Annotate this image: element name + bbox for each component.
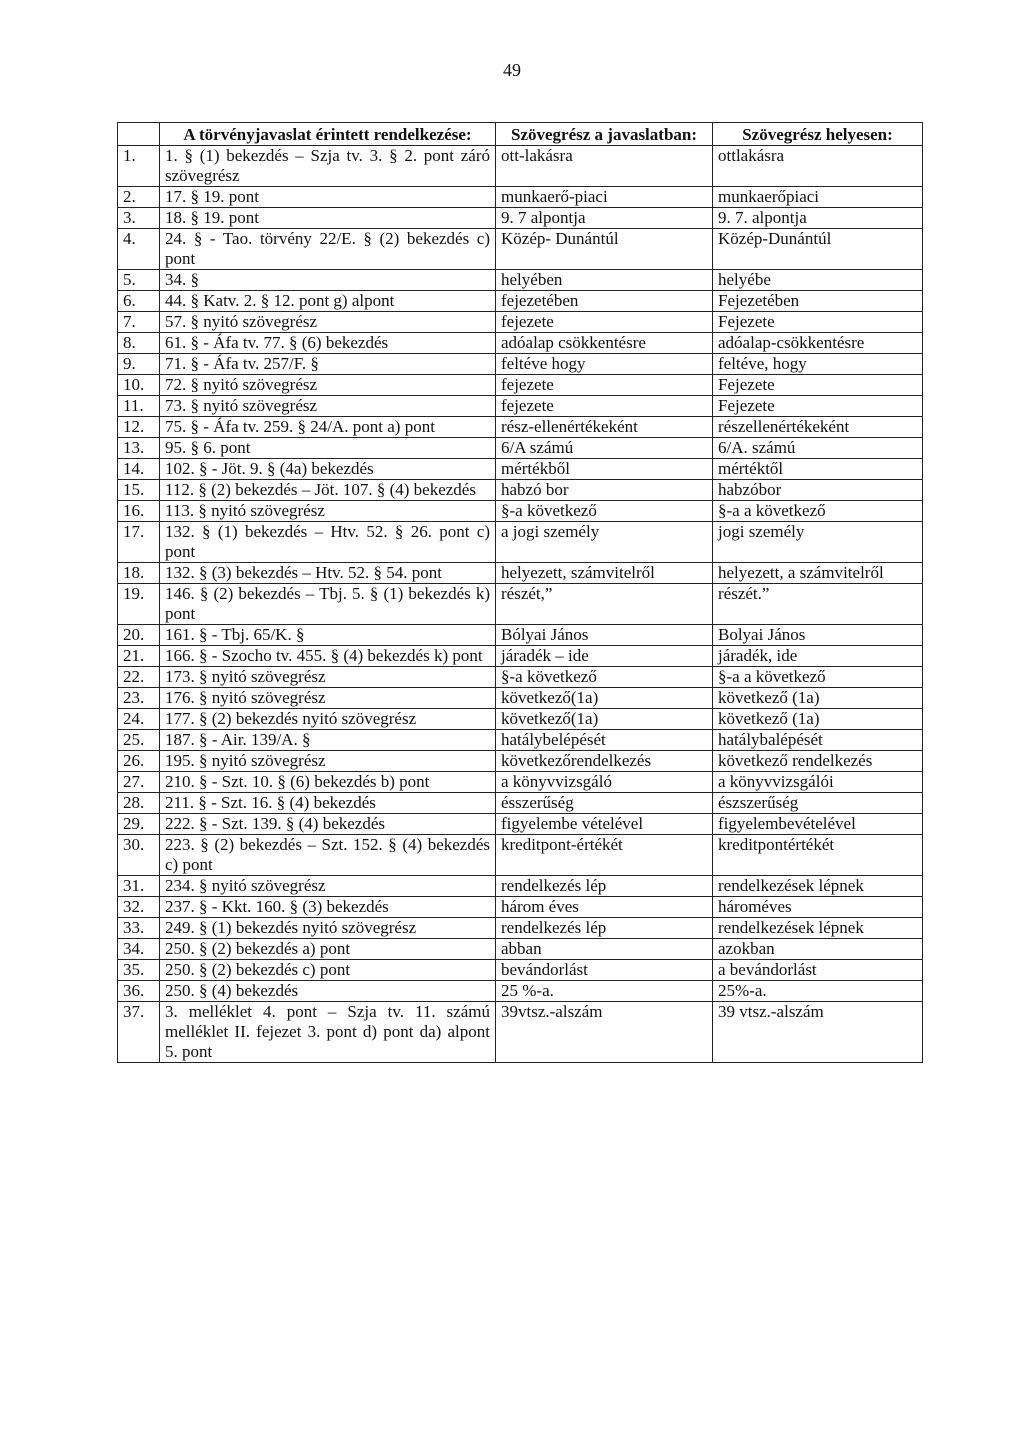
row-provision: 237. § - Kkt. 160. § (3) bekezdés [160, 897, 496, 918]
table-row [118, 146, 923, 187]
row-text-in-bill: fejezete [496, 375, 713, 396]
row-corrected-text: habzóbor [713, 480, 923, 501]
row-corrected-text: részét.” [713, 584, 923, 625]
row-corrected-text: §-a a következő [713, 501, 923, 522]
row-number: 15. [118, 480, 160, 501]
row-text-in-bill: a könyvvizsgáló [496, 772, 713, 793]
row-number: 31. [118, 876, 160, 897]
table-row [118, 897, 923, 918]
row-number: 25. [118, 730, 160, 751]
row-provision: 95. § 6. pont [160, 438, 496, 459]
row-corrected-text: figyelembevételével [713, 814, 923, 835]
row-corrected-text: hároméves [713, 897, 923, 918]
row-provision: 3. melléklet 4. pont – Szja tv. 11. számú melléklet II. fejezet 3. pont d) pont da) alpont 5. pont [160, 1002, 496, 1063]
row-text-in-bill: Bólyai János [496, 625, 713, 646]
table-row [118, 646, 923, 667]
row-text-in-bill: 9. 7 alpontja [496, 208, 713, 229]
row-corrected-text: 39 vtsz.-alszám [713, 1002, 923, 1063]
table-row [118, 501, 923, 522]
row-number: 37. [118, 1002, 160, 1063]
table-row [118, 438, 923, 459]
row-number: 5. [118, 270, 160, 291]
row-number: 20. [118, 625, 160, 646]
header-row [118, 123, 923, 146]
row-provision: 146. § (2) bekezdés – Tbj. 5. § (1) bekezdés k) pont [160, 584, 496, 625]
row-corrected-text: Közép-Dunántúl [713, 229, 923, 270]
row-provision: 161. § - Tbj. 65/K. § [160, 625, 496, 646]
row-provision: 75. § - Áfa tv. 259. § 24/A. pont a) pont [160, 417, 496, 438]
table-row [118, 751, 923, 772]
header-number [118, 123, 160, 146]
row-number: 30. [118, 835, 160, 876]
row-corrected-text: helyezett, a számvitelről [713, 563, 923, 584]
table-row [118, 187, 923, 208]
row-text-in-bill: helyezett, számvitelről [496, 563, 713, 584]
row-text-in-bill: §-a következő [496, 667, 713, 688]
table-row [118, 772, 923, 793]
table-row [118, 814, 923, 835]
row-text-in-bill: 39vtsz.-alszám [496, 1002, 713, 1063]
row-corrected-text: azokban [713, 939, 923, 960]
table-row [118, 417, 923, 438]
row-number: 26. [118, 751, 160, 772]
row-text-in-bill: ésszerűség [496, 793, 713, 814]
row-text-in-bill: figyelembe vételével [496, 814, 713, 835]
table-row [118, 229, 923, 270]
row-corrected-text: ottlakásra [713, 146, 923, 187]
row-number: 27. [118, 772, 160, 793]
row-number: 12. [118, 417, 160, 438]
row-corrected-text: jogi személy [713, 522, 923, 563]
row-number: 29. [118, 814, 160, 835]
row-number: 21. [118, 646, 160, 667]
row-corrected-text: rendelkezések lépnek [713, 876, 923, 897]
table-row [118, 354, 923, 375]
table-row [118, 1002, 923, 1063]
row-corrected-text: munkaerőpiaci [713, 187, 923, 208]
row-corrected-text: Fejezete [713, 312, 923, 333]
table-row [118, 312, 923, 333]
row-provision: 211. § - Szt. 16. § (4) bekezdés [160, 793, 496, 814]
row-text-in-bill: munkaerő-piaci [496, 187, 713, 208]
header-corrected-text: Szövegrész helyesen: [713, 123, 923, 146]
row-text-in-bill: következő(1a) [496, 709, 713, 730]
page-number: 49 [503, 60, 521, 80]
row-provision: 24. § - Tao. törvény 22/E. § (2) bekezdés c) pont [160, 229, 496, 270]
table-row [118, 688, 923, 709]
row-number: 24. [118, 709, 160, 730]
row-provision: 113. § nyitó szövegrész [160, 501, 496, 522]
row-text-in-bill: abban [496, 939, 713, 960]
row-corrected-text: Fejezete [713, 396, 923, 417]
row-provision: 250. § (2) bekezdés c) pont [160, 960, 496, 981]
row-text-in-bill: kreditpont-értékét [496, 835, 713, 876]
row-text-in-bill: adóalap csökkentésre [496, 333, 713, 354]
header-provision: A törvényjavaslat érintett rendelkezése: [160, 123, 496, 146]
row-number: 2. [118, 187, 160, 208]
row-corrected-text: hatálybalépését [713, 730, 923, 751]
row-provision: 17. § 19. pont [160, 187, 496, 208]
row-text-in-bill: következőrendelkezés [496, 751, 713, 772]
row-corrected-text: rendelkezések lépnek [713, 918, 923, 939]
row-corrected-text: feltéve, hogy [713, 354, 923, 375]
row-corrected-text: következő (1a) [713, 688, 923, 709]
row-number: 32. [118, 897, 160, 918]
table-row [118, 375, 923, 396]
row-corrected-text: 25%-a. [713, 981, 923, 1002]
row-provision: 176. § nyitó szövegrész [160, 688, 496, 709]
row-text-in-bill: hatálybelépését [496, 730, 713, 751]
row-corrected-text: a bevándorlást [713, 960, 923, 981]
row-corrected-text: Fejezete [713, 375, 923, 396]
row-text-in-bill: következő(1a) [496, 688, 713, 709]
row-text-in-bill: bevándorlást [496, 960, 713, 981]
row-text-in-bill: rendelkezés lép [496, 876, 713, 897]
row-number: 23. [118, 688, 160, 709]
table-row [118, 480, 923, 501]
row-text-in-bill: 6/A számú [496, 438, 713, 459]
row-corrected-text: következő rendelkezés [713, 751, 923, 772]
table-row [118, 981, 923, 1002]
row-number: 6. [118, 291, 160, 312]
row-number: 7. [118, 312, 160, 333]
table-row [118, 291, 923, 312]
table-row [118, 835, 923, 876]
table-row [118, 730, 923, 751]
row-provision: 71. § - Áfa tv. 257/F. § [160, 354, 496, 375]
table-row [118, 270, 923, 291]
row-provision: 61. § - Áfa tv. 77. § (6) bekezdés [160, 333, 496, 354]
row-provision: 173. § nyitó szövegrész [160, 667, 496, 688]
row-provision: 102. § - Jöt. 9. § (4a) bekezdés [160, 459, 496, 480]
row-number: 28. [118, 793, 160, 814]
table-row [118, 876, 923, 897]
row-corrected-text: adóalap-csökkentésre [713, 333, 923, 354]
row-provision: 210. § - Szt. 10. § (6) bekezdés b) pont [160, 772, 496, 793]
row-corrected-text: kreditpontértékét [713, 835, 923, 876]
table-row [118, 625, 923, 646]
row-number: 33. [118, 918, 160, 939]
row-text-in-bill: a jogi személy [496, 522, 713, 563]
errata-table [117, 122, 923, 1063]
row-provision: 132. § (1) bekezdés – Htv. 52. § 26. pont c) pont [160, 522, 496, 563]
table-row [118, 333, 923, 354]
row-number: 8. [118, 333, 160, 354]
table-row [118, 939, 923, 960]
row-text-in-bill: ott-lakásra [496, 146, 713, 187]
row-number: 1. [118, 146, 160, 187]
row-text-in-bill: habzó bor [496, 480, 713, 501]
row-provision: 187. § - Air. 139/A. § [160, 730, 496, 751]
row-provision: 18. § 19. pont [160, 208, 496, 229]
row-text-in-bill: fejezete [496, 312, 713, 333]
row-number: 9. [118, 354, 160, 375]
row-provision: 112. § (2) bekezdés – Jöt. 107. § (4) bekezdés [160, 480, 496, 501]
row-number: 16. [118, 501, 160, 522]
table-row [118, 563, 923, 584]
row-corrected-text: mértéktől [713, 459, 923, 480]
row-provision: 250. § (4) bekezdés [160, 981, 496, 1002]
header-text-in-bill: Szövegrész a javaslatban: [496, 123, 713, 146]
row-provision: 57. § nyitó szövegrész [160, 312, 496, 333]
row-provision: 1. § (1) bekezdés – Szja tv. 3. § 2. pont záró szövegrész [160, 146, 496, 187]
row-text-in-bill: három éves [496, 897, 713, 918]
row-corrected-text: részellenértékeként [713, 417, 923, 438]
row-text-in-bill: rendelkezés lép [496, 918, 713, 939]
row-number: 11. [118, 396, 160, 417]
row-text-in-bill: 25 %-a. [496, 981, 713, 1002]
table-row [118, 960, 923, 981]
table-row [118, 709, 923, 730]
row-number: 13. [118, 438, 160, 459]
row-number: 34. [118, 939, 160, 960]
table-row [118, 396, 923, 417]
table-row [118, 667, 923, 688]
row-number: 3. [118, 208, 160, 229]
row-provision: 73. § nyitó szövegrész [160, 396, 496, 417]
row-text-in-bill: mértékből [496, 459, 713, 480]
row-text-in-bill: Közép- Dunántúl [496, 229, 713, 270]
row-text-in-bill: fejezete [496, 396, 713, 417]
row-corrected-text: Bolyai János [713, 625, 923, 646]
row-provision: 132. § (3) bekezdés – Htv. 52. § 54. pont [160, 563, 496, 584]
row-text-in-bill: §-a következő [496, 501, 713, 522]
table-row [118, 918, 923, 939]
row-corrected-text: észszerűség [713, 793, 923, 814]
table-row [118, 793, 923, 814]
row-provision: 166. § - Szocho tv. 455. § (4) bekezdés k) pont [160, 646, 496, 667]
row-corrected-text: a könyvvizsgálói [713, 772, 923, 793]
row-provision: 222. § - Szt. 139. § (4) bekezdés [160, 814, 496, 835]
row-corrected-text: 9. 7. alpontja [713, 208, 923, 229]
row-provision: 34. § [160, 270, 496, 291]
row-provision: 177. § (2) bekezdés nyitó szövegrész [160, 709, 496, 730]
row-number: 36. [118, 981, 160, 1002]
row-provision: 249. § (1) bekezdés nyitó szövegrész [160, 918, 496, 939]
row-number: 19. [118, 584, 160, 625]
row-provision: 44. § Katv. 2. § 12. pont g) alpont [160, 291, 496, 312]
row-provision: 195. § nyitó szövegrész [160, 751, 496, 772]
table-row [118, 459, 923, 480]
row-number: 35. [118, 960, 160, 981]
row-text-in-bill: helyében [496, 270, 713, 291]
table-body [118, 146, 923, 1063]
row-text-in-bill: részét,” [496, 584, 713, 625]
row-corrected-text: járadék, ide [713, 646, 923, 667]
table-row [118, 208, 923, 229]
row-provision: 72. § nyitó szövegrész [160, 375, 496, 396]
row-number: 18. [118, 563, 160, 584]
table-row [118, 584, 923, 625]
row-corrected-text: Fejezetében [713, 291, 923, 312]
table-row [118, 522, 923, 563]
row-corrected-text: következő (1a) [713, 709, 923, 730]
row-number: 14. [118, 459, 160, 480]
row-corrected-text: helyébe [713, 270, 923, 291]
row-text-in-bill: járadék – ide [496, 646, 713, 667]
row-text-in-bill: rész-ellenértékeként [496, 417, 713, 438]
row-number: 17. [118, 522, 160, 563]
row-text-in-bill: feltéve hogy [496, 354, 713, 375]
row-corrected-text: 6/A. számú [713, 438, 923, 459]
row-corrected-text: §-a a következő [713, 667, 923, 688]
row-provision: 234. § nyitó szövegrész [160, 876, 496, 897]
row-provision: 250. § (2) bekezdés a) pont [160, 939, 496, 960]
row-number: 10. [118, 375, 160, 396]
row-provision: 223. § (2) bekezdés – Szt. 152. § (4) bekezdés c) pont [160, 835, 496, 876]
row-text-in-bill: fejezetében [496, 291, 713, 312]
row-number: 22. [118, 667, 160, 688]
row-number: 4. [118, 229, 160, 270]
